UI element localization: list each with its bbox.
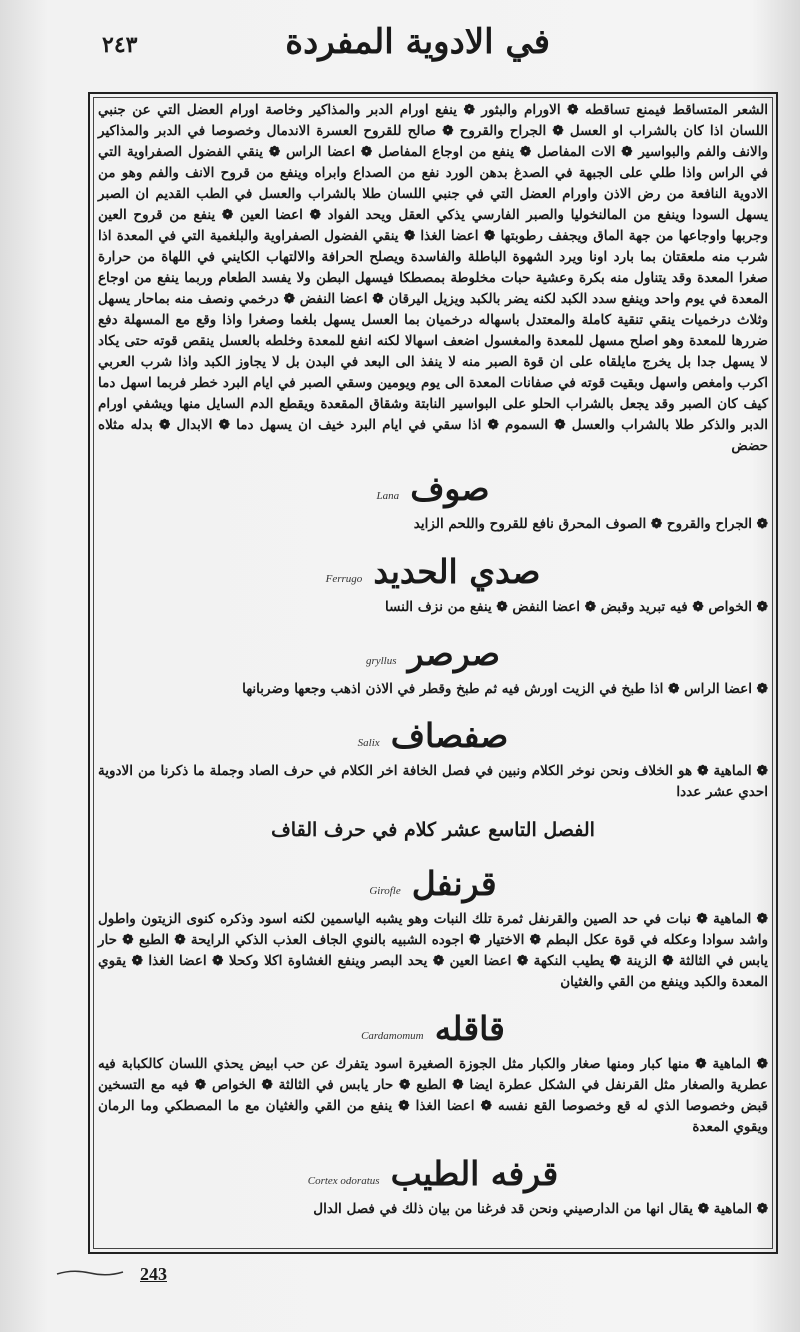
running-head	[90, 18, 780, 74]
entry-sada-alhadid	[98, 552, 768, 618]
entry-text: ❁ اعضا الراس ❁ اذا طبخ في الزيت اورش فيه ثم طبخ وقطر في الاذن اذهب وجعها وضربانها	[242, 681, 768, 697]
latin-annotation: Cardamomum	[361, 1029, 424, 1042]
main-paragraph: الشعر المتساقط فيمنع تساقطه ❁ الاورام والبثور ❁ ينفع اورام الدبر والمذاكير وخاصة اورام العضل التي عن جنبي اللسان اذا كان بالشراب او العسل ❁ الجراح والقروح ❁ صالح للقروح العسرة الاندمال وخصوصا في الدبر والمذاكير والانف والفم والبواسير ❁ الات المفاصل ❁ ينفع من اوجاع المفاصل ❁ اعضا الراس ❁ ينقي الفضول الصفراوية التي في الراس واذا طلي على الجبهة في الصدغ بدهن الورد نفع من الصداع وابراه وينفع من قروح الانف والفم وهو من الادوية النافعة من رض الاذن واورام العضل التي في جنبي اللسان طلا بالشراب والعسل في الطب القديم ان الصبر يسهل السودا وينفع من المالنخوليا والصبر الفارسي يذكي العقل ويحد الفواد ❁ اعضا العين ❁ ينفع من قروح العين وجربها واوجاعها من جهة الماق ويجفف رطوبتها ❁ اعضا الغذا ❁ ينقي الفضول الصفراوية والبلغمية التي في المعدة اذا شرب منه ملعقتان بما بارد اونا ويرد الشهوة الباطلة والفاسدة ويصلح الحرافة والالتهاب الكايني في اللهاة من حرارة صغرا المعدة وقد يتناول منه بكرة وعشية حبات مخلوطة بمصطكا فيسهل البطن ولا يفسد الطعام وربما ينفع من اوجاع المعدة في يوم واحد وينفع سدد الكبد لكنه يضر بالكبد ويزيل اليرقان ❁ اعضا النفض ❁ درخمي ونصف منه بماحار يسهل وثلاث درخميات ينقي تنقية كاملة والمعتدل باسهاله درخميان بما العسل يسهل بلغما وصغرا واذا وقع مع المسهلة دفع ضررها للمعدة وهو اصلح مسهل للمعدة والمغسول اضعف اسهالا لكنه انفع للمعدة وخلطه بالعسل ينقص قوته حتى يكاد لا يسهل جدا بل يخرج مايلقاه على ان قوة الصبر منه لا ينفذ الى البعد في البدن بل لا يجاوز الكبد واذا شرب العربي اكرب وامغص واسهل وبقيت قوته في صفانات المعدة الى يوم ويومين وسقي الصبر في ايام البرد خطر فربما اسهل دما كيف كان الصبر وقد يجعل بالشراب الحلو على البواسير النابتة وشقاق المقعدة ويقطع الدم السايل منها ويشفي اورام الدبر والذكر طلا بالشراب والعسل ❁ السموم ❁ اذا سقي في ايام البرد خيف ان يسهل دما ❁ الابدال ❁ بدله مثلاه حضض	[98, 102, 769, 454]
entry-sarsar	[98, 634, 768, 700]
latin-annotation: Girofle	[369, 884, 401, 897]
page-number-bottom: 243	[140, 1264, 167, 1284]
entry-text: ❁ الماهية ❁ هو الخلاف ونحن نوخر الكلام ونبين في فصل الخافة اخر الكلام في حرف الصاد وجملة ما ذكرنا من الادوية احدي عشر عددا	[98, 763, 768, 800]
headword: صدي الحديد	[373, 552, 541, 591]
chapter-heading: الفصل التاسع عشر كلام في حرف القاف	[271, 819, 595, 841]
entry-text: ❁ الماهية ❁ يقال انها من الدارصيني ونحن قد فرغنا من بيان ذلك في فصل الدال	[313, 1201, 768, 1217]
latin-annotation: Ferrugo	[325, 572, 363, 585]
entry-safsaf	[98, 716, 768, 803]
main-paragraph-block	[98, 100, 768, 457]
decorative-flourish	[55, 1268, 125, 1278]
headword: قرنفل	[411, 864, 497, 903]
entry-qirfat-altib	[98, 1154, 768, 1220]
entry-qaqulla	[98, 1009, 768, 1138]
running-title: في الادوية المفردة	[285, 22, 550, 62]
entry-qaranful	[98, 864, 768, 993]
headword-row	[98, 1154, 768, 1193]
latin-annotation: gryllus	[365, 654, 397, 667]
entry-text: ❁ الخواص ❁ فيه تبريد وقبض ❁ اعضا النفض ❁ ينفع من نزف النسا	[384, 599, 768, 615]
headword: قرفه الطيب	[390, 1154, 559, 1193]
entry-suf	[98, 469, 768, 535]
headword-row	[98, 634, 768, 673]
headword-row	[98, 552, 768, 591]
text-frame	[88, 92, 778, 1254]
headword-row	[98, 469, 768, 508]
latin-annotation: Salix	[357, 736, 380, 749]
entry-text: ❁ الماهية ❁ منها كبار ومنها صغار والكبار مثل الجوزة الصغيرة اسود يتفرك عن حب ابيض يحذي اللسان كالكبابة فيه عطرية والصغار مثل القرنفل في الشكل عطرة ايضا ❁ الطبع ❁ حار يابس في الثالثة ❁ الخواص ❁ فيه مع التسخين قبض وخصوصا الذي له قع وخصوصا القع نفسه ❁ اعضا الغذا ❁ ينفع من القي والغثيان مع ما المصطكي وما الرمان ويقوي المعدة	[98, 1056, 768, 1135]
entry-text: ❁ الماهية ❁ نبات في حد الصين والقرنفل ثمرة تلك النبات وهو يشبه الياسمين لكنه اسود وذكره كنوى الزيتون واطول واشد سوادا وعكله في قوة عكل البطم ❁ الاختيار ❁ اجوده الشبيه بالنوي الجاف العذب الذكي الرايحة ❁ الطبع ❁ حار يابس في الثالثة ❁ الزينة ❁ يطيب النكهة ❁ اعضا العين ❁ يحد البصر وينفع الغشاوة اكلا وكحلا ❁ اعضا الغذا ❁ يقوي المعدة والكبد وينفع من القي والغثيان	[98, 911, 768, 990]
headword-row	[98, 716, 768, 755]
latin-annotation: Lana	[376, 489, 400, 502]
headword: صفصاف	[390, 716, 509, 755]
headword-row	[98, 1009, 768, 1048]
headword-row	[98, 864, 768, 903]
headword: قاقله	[434, 1009, 505, 1048]
headword: صرصر	[407, 634, 501, 673]
page-number-top: ٢٤٣	[102, 32, 138, 58]
latin-annotation: Cortex odoratus	[307, 1174, 380, 1187]
entry-text: ❁ الجراح والقروح ❁ الصوف المحرق نافع للقروح واللحم الزايد	[413, 516, 768, 532]
headword: صوف	[410, 469, 490, 508]
